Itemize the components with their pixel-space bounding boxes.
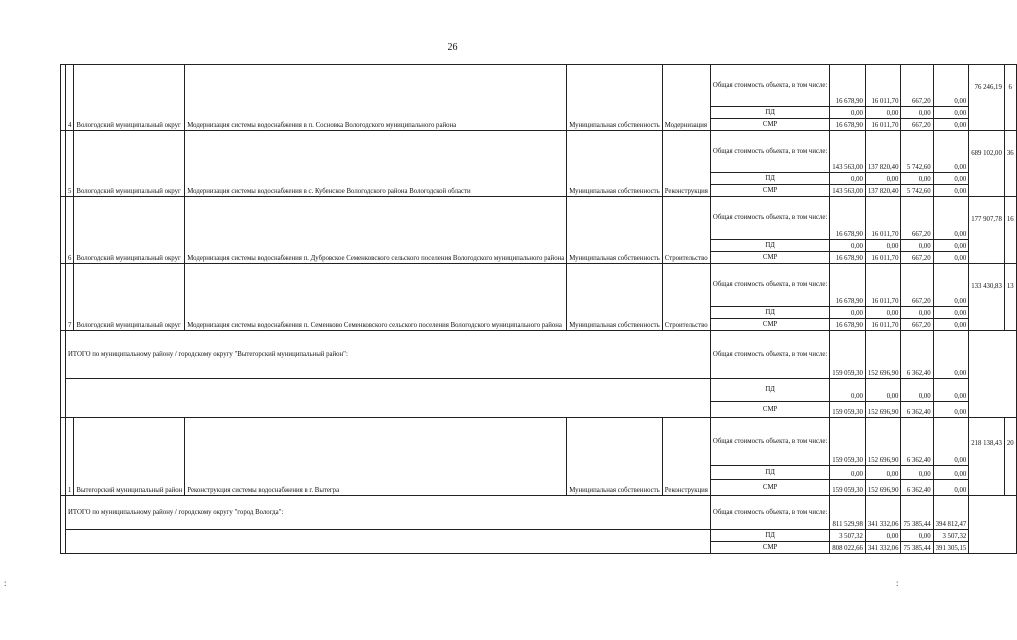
value-cell: 76 246,19: [969, 65, 1005, 131]
ownership-cell: Муниципальная собственность: [567, 418, 662, 496]
amount-cell: 0,00: [865, 107, 901, 119]
value-cell: 177 907,78: [969, 197, 1005, 264]
amount-cell: 143 563,00: [830, 131, 866, 173]
label-pd: ПД: [710, 530, 829, 542]
count-cell: 6: [1004, 65, 1016, 131]
amount-cell: 0,00: [901, 530, 933, 542]
amount-cell: 5 742,60: [901, 131, 933, 173]
object-cell: Модернизация системы водоснабжения в п. Сосновка Вологодского муниципального района: [185, 65, 567, 131]
label-total-cost: Общая стоимость объекта, в том числе:: [710, 418, 829, 466]
amount-cell: 667,20: [901, 252, 933, 264]
row-vytegra-total-row: [61, 418, 1017, 466]
label-pd: ПД: [710, 107, 829, 119]
amount-cell: 159 059,30: [830, 418, 866, 466]
total-vytegra-pd-row: [61, 379, 1017, 402]
object-cell: Модернизация системы водоснабжения в с. Кубенское Вологодского района Вологодской области: [185, 131, 567, 197]
district-cell: Вологодский муниципальный округ: [74, 131, 185, 197]
amount-cell: 159 059,30: [830, 331, 866, 379]
amount-cell: 16 011,70: [865, 264, 901, 307]
amount-cell: 0,00: [865, 379, 901, 402]
amount-cell: 0,00: [865, 466, 901, 480]
amount-cell: 0,00: [830, 240, 866, 252]
row-6-total-row: [61, 197, 1017, 240]
page-number: 26: [447, 42, 458, 53]
amount-cell: 6 362,40: [901, 402, 933, 418]
amount-cell: 391 305,15: [933, 542, 969, 554]
row-5-total-row: [61, 131, 1017, 173]
amount-cell: 0,00: [933, 131, 969, 173]
row-number: 5: [66, 131, 74, 197]
amount-cell: 0,00: [901, 466, 933, 480]
amount-cell: 0,00: [865, 530, 901, 542]
amount-cell: 667,20: [901, 65, 933, 107]
amount-cell: 75 385,44: [901, 542, 933, 554]
amount-cell: 667,20: [901, 119, 933, 131]
count-cell: 36: [1004, 131, 1016, 197]
work-type-cell: Реконструкция: [662, 131, 710, 197]
amount-cell: 6 362,40: [901, 418, 933, 466]
amount-cell: 16 011,70: [865, 252, 901, 264]
amount-cell: 6 362,40: [901, 480, 933, 496]
amount-cell: 0,00: [830, 107, 866, 119]
object-cell: Модернизация системы водоснабжения п. Дубровское Семенковского сельского поселения Вологодского муниципального района: [185, 197, 567, 264]
row-number: 4: [66, 65, 74, 131]
right-margin-mark: :: [896, 578, 898, 588]
value-cell: 133 430,83: [969, 264, 1005, 331]
label-smr: СМР: [710, 319, 829, 331]
amount-cell: 0,00: [901, 307, 933, 319]
work-type-cell: Модернизация: [662, 65, 710, 131]
label-pd: ПД: [710, 240, 829, 252]
amount-cell: 16 678,90: [830, 197, 866, 240]
row-number: 6: [66, 197, 74, 264]
amount-cell: 0,00: [830, 307, 866, 319]
amount-cell: 0,00: [865, 307, 901, 319]
label-total-cost: Общая стоимость объекта, в том числе:: [710, 65, 829, 107]
amount-cell: 0,00: [901, 240, 933, 252]
amount-cell: 16 678,90: [830, 319, 866, 331]
label-smr: СМР: [710, 185, 829, 197]
amount-cell: 75 385,44: [901, 496, 933, 530]
amount-cell: 159 059,30: [830, 402, 866, 418]
amount-cell: 0,00: [933, 65, 969, 107]
label-total-cost: Общая стоимость объекта, в том числе:: [710, 197, 829, 240]
label-smr: СМР: [710, 119, 829, 131]
empty-label-cell: [66, 379, 711, 418]
value-cell: 689 102,00: [969, 131, 1005, 197]
label-total-cost: Общая стоимость объекта, в том числе:: [710, 264, 829, 307]
label-pd: ПД: [710, 379, 829, 402]
district-cell: Вологодский муниципальный округ: [74, 65, 185, 131]
amount-cell: 143 563,00: [830, 185, 866, 197]
label-total-cost: Общая стоимость объекта, в том числе:: [710, 496, 829, 530]
amount-cell: 0,00: [865, 173, 901, 185]
total-vologda-total-row: [61, 496, 1017, 530]
amount-cell: 16 678,90: [830, 65, 866, 107]
label-total-cost: Общая стоимость объекта, в том числе:: [710, 331, 829, 379]
label-pd: ПД: [710, 307, 829, 319]
label-pd: ПД: [710, 173, 829, 185]
label-pd: ПД: [710, 466, 829, 480]
amount-cell: 152 696,90: [865, 480, 901, 496]
amount-cell: 667,20: [901, 197, 933, 240]
amount-cell: 0,00: [933, 402, 969, 418]
total-label: ИТОГО по муниципальному району / городскому округу "город Вологда":: [66, 496, 711, 530]
amount-cell: 6 362,40: [901, 331, 933, 379]
amount-cell: 0,00: [933, 197, 969, 240]
count-cell: 20: [1004, 418, 1016, 496]
district-cell: Вытегорский муниципальный район: [74, 418, 185, 496]
row-number: 1: [66, 418, 74, 496]
amount-cell: 0,00: [901, 173, 933, 185]
amount-cell: 159 059,30: [830, 480, 866, 496]
funding-table: [60, 64, 1017, 554]
label-smr: СМР: [710, 480, 829, 496]
amount-cell: 16 678,90: [830, 264, 866, 307]
work-type-cell: Строительство: [662, 197, 710, 264]
amount-cell: 0,00: [933, 119, 969, 131]
amount-cell: 667,20: [901, 264, 933, 307]
amount-cell: 0,00: [933, 466, 969, 480]
empty-cell: [969, 496, 1016, 554]
amount-cell: 16 678,90: [830, 119, 866, 131]
amount-cell: 0,00: [830, 379, 866, 402]
ownership-cell: Муниципальная собственность: [567, 197, 662, 264]
object-cell: Модернизация системы водоснабжения п. Семенково Семенковского сельского поселения Вологодского муниципального района: [185, 264, 567, 331]
amount-cell: 0,00: [830, 173, 866, 185]
amount-cell: 0,00: [933, 173, 969, 185]
amount-cell: 152 696,90: [865, 331, 901, 379]
amount-cell: 3 507,32: [830, 530, 866, 542]
amount-cell: 152 696,90: [865, 418, 901, 466]
amount-cell: 808 022,66: [830, 542, 866, 554]
total-label: ИТОГО по муниципальному району / городскому округу "Вытегорский муниципальный район":: [66, 331, 711, 379]
empty-cell: [969, 331, 1016, 418]
object-cell: Реконструкция системы водоснабжения в г. Вытегра: [185, 418, 567, 496]
label-smr: СМР: [710, 252, 829, 264]
row-4-total-row: [61, 65, 1017, 107]
amount-cell: 0,00: [933, 107, 969, 119]
label-total-cost: Общая стоимость объекта, в том числе:: [710, 131, 829, 173]
count-cell: 16: [1004, 197, 1016, 264]
amount-cell: 0,00: [901, 107, 933, 119]
amount-cell: 16 011,70: [865, 65, 901, 107]
left-margin-mark: :: [4, 578, 6, 588]
label-smr: СМР: [710, 542, 829, 554]
total-vytegra-total-row: [61, 331, 1017, 379]
empty-label-cell: [66, 530, 711, 554]
amount-cell: 0,00: [933, 379, 969, 402]
amount-cell: 0,00: [933, 185, 969, 197]
work-type-cell: Строительство: [662, 264, 710, 331]
amount-cell: 5 742,60: [901, 185, 933, 197]
amount-cell: 0,00: [933, 252, 969, 264]
amount-cell: 137 820,40: [865, 185, 901, 197]
total-vologda-pd-row: [61, 530, 1017, 542]
ownership-cell: Муниципальная собственность: [567, 131, 662, 197]
amount-cell: 137 820,40: [865, 131, 901, 173]
amount-cell: 0,00: [933, 319, 969, 331]
amount-cell: 394 812,47: [933, 496, 969, 530]
district-cell: Вологодский муниципальный округ: [74, 197, 185, 264]
row-7-total-row: [61, 264, 1017, 307]
amount-cell: 152 696,90: [865, 402, 901, 418]
amount-cell: 667,20: [901, 319, 933, 331]
amount-cell: 0,00: [933, 240, 969, 252]
amount-cell: 341 332,06: [865, 542, 901, 554]
amount-cell: 0,00: [865, 240, 901, 252]
amount-cell: 0,00: [901, 379, 933, 402]
amount-cell: 3 507,32: [933, 530, 969, 542]
amount-cell: 16 678,90: [830, 252, 866, 264]
amount-cell: 16 011,70: [865, 319, 901, 331]
work-type-cell: Реконструкция: [662, 418, 710, 496]
label-smr: СМР: [710, 402, 829, 418]
amount-cell: 0,00: [933, 418, 969, 466]
value-cell: 218 138,43: [969, 418, 1005, 496]
amount-cell: 16 011,70: [865, 119, 901, 131]
amount-cell: 0,00: [933, 264, 969, 307]
district-cell: Вологодский муниципальный округ: [74, 264, 185, 331]
amount-cell: 341 332,06: [865, 496, 901, 530]
amount-cell: 0,00: [933, 480, 969, 496]
amount-cell: 0,00: [933, 307, 969, 319]
amount-cell: 811 529,98: [830, 496, 866, 530]
amount-cell: 16 011,70: [865, 197, 901, 240]
amount-cell: 0,00: [830, 466, 866, 480]
row-number: 7: [66, 264, 74, 331]
count-cell: 13: [1004, 264, 1016, 331]
ownership-cell: Муниципальная собственность: [567, 264, 662, 331]
amount-cell: 0,00: [933, 331, 969, 379]
ownership-cell: Муниципальная собственность: [567, 65, 662, 131]
